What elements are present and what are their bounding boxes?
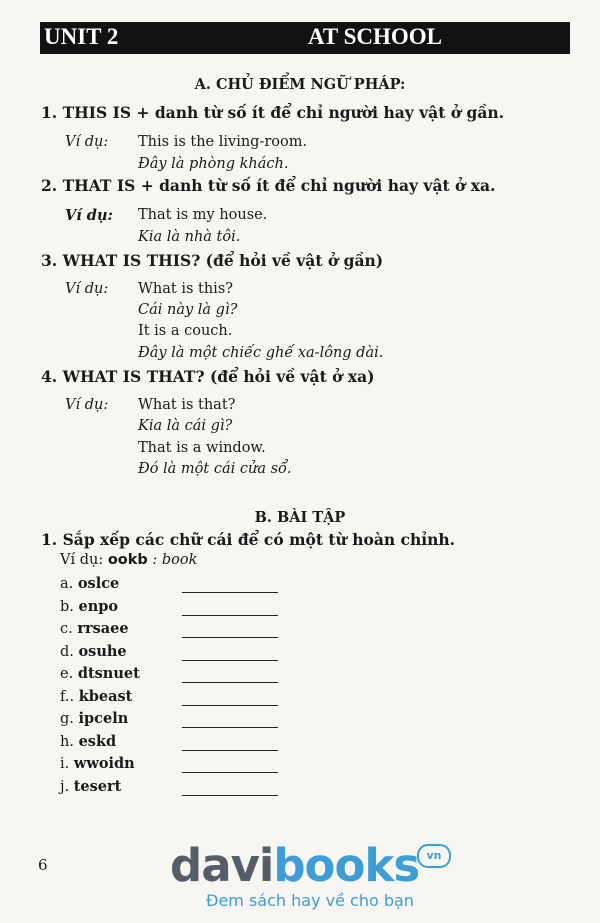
exercise-item-letter: e. [60,666,74,682]
answer-blank-line[interactable] [182,592,278,593]
example-label-3: Ví dụ: [65,281,109,297]
exercise-item-letter: j. [60,779,70,795]
example-label-4: Ví dụ: [65,397,109,413]
answer-blank-line[interactable] [182,660,278,661]
exercise-item [60,643,127,660]
example-line: Đây là một chiếc ghế xa-lông dài. [138,345,384,361]
example-line: It is a couch. [138,323,233,339]
exercise-item [60,755,135,772]
example-line: That is a window. [138,440,266,456]
exercise-item-word: osuhe [78,643,127,660]
exercise-item [60,598,118,615]
grammar-heading-4: 4. WHAT IS THAT? (để hỏi về vật ở xa) [41,367,375,386]
exercise-item-word: rrsaee [77,620,129,637]
exercise-item-letter: f.. [60,689,75,705]
answer-blank-line[interactable] [182,637,278,638]
exercise-item-word: dtsnuet [77,665,140,682]
grammar-heading-1: 1. THIS IS + danh từ số ít để chỉ người hay vật ở gần. [41,103,505,122]
example-line: Đây là phòng khách. [138,156,289,172]
answer-blank-line[interactable] [182,727,278,728]
exercise-item [60,665,140,682]
exercise-item [60,778,121,795]
unit-label: UNIT 2 [44,24,119,49]
exercise-item-letter: h. [60,734,74,750]
answer-blank-line[interactable] [182,772,278,773]
exercise-example [60,552,197,568]
exercise-item [60,688,132,705]
grammar-heading-2: 2. THAT IS + danh từ số ít để chỉ người hay vật ở xa. [41,176,496,195]
example-label-2: Ví dụ: [65,207,113,224]
logo-vn-badge: vn [417,844,451,868]
exercise-section-title: B. BÀI TẬP [254,509,346,526]
exercise-item-letter: c. [60,621,73,637]
logo-part-davi: davi [170,839,274,892]
exercise-item-letter: a. [60,576,74,592]
answer-blank-line[interactable] [182,615,278,616]
logo-slogan: Đem sách hay về cho bạn [206,891,414,910]
exercise-item-word: wwoidn [73,755,135,772]
example-line: That is my house. [138,207,268,223]
unit-title: AT SCHOOL [308,24,442,49]
example-answer: : book [152,552,198,568]
exercise-item-word: tesert [73,778,122,795]
exercise-item-word: enpo [78,598,119,615]
exercise-item [60,620,129,637]
example-line: Đó là một cái cửa sổ. [138,461,292,477]
unit-header-bar [40,22,570,54]
exercise-item-letter: i. [60,756,70,772]
example-line: Kia là cái gì? [138,418,233,434]
example-label: Ví dụ: [60,552,104,568]
answer-blank-line[interactable] [182,705,278,706]
example-word: ookb [107,552,148,568]
exercise-item-word: eskd [78,733,117,750]
exercise-heading: 1. Sắp xếp các chữ cái để có một từ hoàn chỉnh. [41,530,456,549]
exercise-item-letter: g. [60,711,74,727]
exercise-item-word: ipceln [78,710,129,727]
example-line: Kia là nhà tôi. [138,229,241,245]
example-line: This is the living-room. [138,134,308,150]
exercise-item [60,575,119,592]
page-number: 6 [38,856,48,874]
logo-part-books: books [273,839,420,892]
davibooks-logo [170,840,419,892]
answer-blank-line[interactable] [182,682,278,683]
grammar-section-title: A. CHỦ ĐIỂM NGỮ PHÁP: [194,76,406,93]
example-line: What is this? [138,281,234,297]
example-line: Cái này là gì? [138,302,238,318]
answer-blank-line[interactable] [182,750,278,751]
exercise-item-letter: b. [60,599,74,615]
exercise-item [60,710,128,727]
answer-blank-line[interactable] [182,795,278,796]
exercise-item-word: oslce [77,575,120,592]
example-line: What is that? [138,397,236,413]
exercise-item [60,733,116,750]
grammar-heading-3: 3. WHAT IS THIS? (để hỏi về vật ở gần) [41,251,384,270]
exercise-item-word: kbeast [78,688,133,705]
exercise-item-letter: d. [60,644,74,660]
example-label-1: Ví dụ: [65,134,109,150]
